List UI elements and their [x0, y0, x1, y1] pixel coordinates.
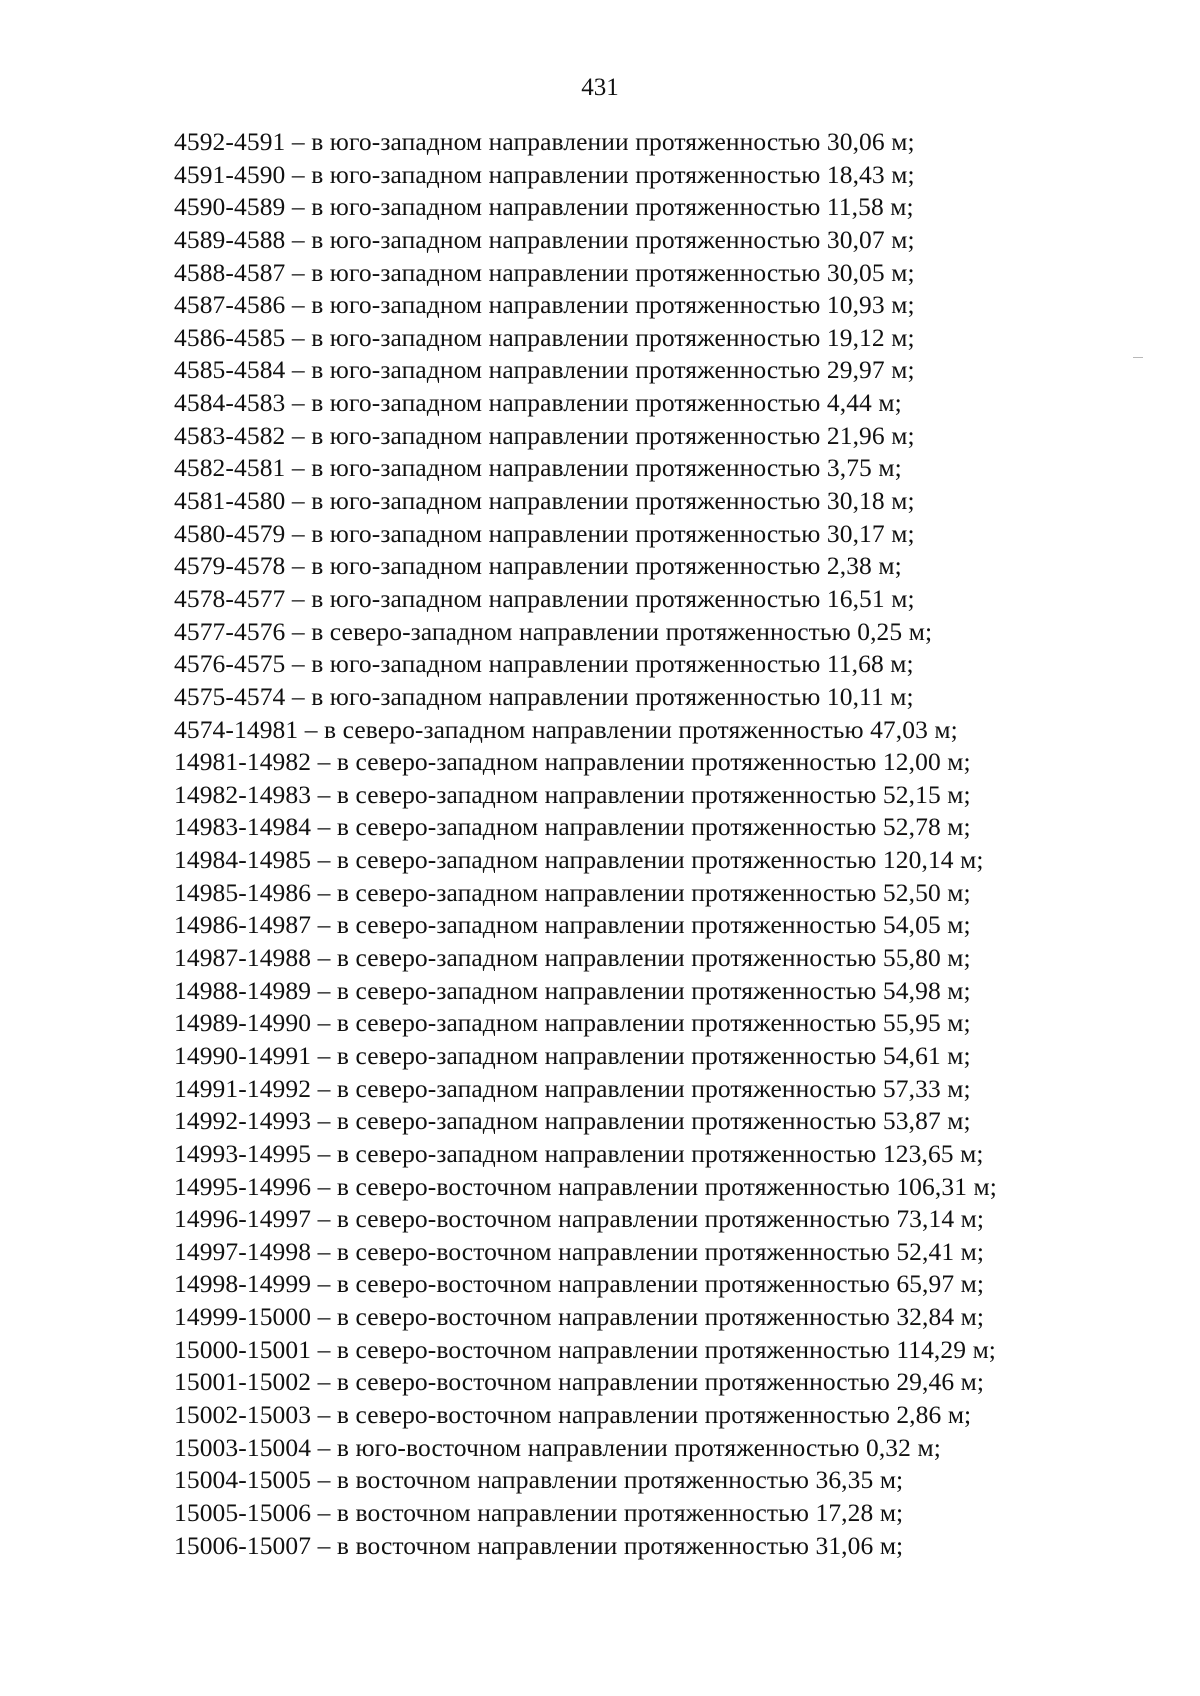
boundary-line: 4574-14981 – в северо-западном направлении протяженностью 47,03 м;	[174, 714, 958, 744]
scan-speck	[1133, 357, 1143, 358]
boundary-line: 4592-4591 – в юго-западном направлении протяженностью 30,06 м;	[174, 127, 915, 156]
boundary-line: 4586-4585 – в юго-западном направлении протяженностью 19,12 м;	[174, 322, 915, 352]
boundary-line: 4582-4581 – в юго-западном направлении протяженностью 3,75 м;	[174, 453, 902, 483]
boundary-line: 14999-15000 – в северо-восточном направлении протяженностью 32,84 м;	[174, 1302, 985, 1332]
boundary-line: 4577-4576 – в северо-западном направлении протяженностью 0,25 м;	[174, 616, 933, 646]
boundary-line: 14997-14998 – в северо-восточном направлении протяженностью 52,41 м;	[174, 1236, 985, 1266]
boundary-description-list	[174, 126, 1174, 1562]
boundary-line: 14984-14985 – в северо-западном направлении протяженностью 120,14 м;	[174, 845, 984, 875]
boundary-line: 15004-15005 – в восточном направлении протяженностью 36,35 м;	[174, 1465, 904, 1495]
boundary-line: 15001-15002 – в северо-восточном направлении протяженностью 29,46 м;	[174, 1367, 985, 1397]
boundary-line: 14983-14984 – в северо-западном направлении протяженностью 52,78 м;	[174, 812, 971, 842]
page-number: 431	[581, 74, 619, 101]
boundary-line: 4579-4578 – в юго-западном направлении протяженностью 2,38 м;	[174, 551, 902, 581]
boundary-line: 14987-14988 – в северо-западном направлении протяженностью 55,80 м;	[174, 943, 971, 973]
boundary-line: 14981-14982 – в северо-западном направлении протяженностью 12,00 м;	[174, 747, 971, 777]
boundary-line: 15000-15001 – в северо-восточном направлении протяженностью 114,29 м;	[174, 1334, 996, 1364]
boundary-line: 15003-15004 – в юго-восточном направлении протяженностью 0,32 м;	[174, 1432, 941, 1462]
boundary-line: 14988-14989 – в северо-западном направлении протяженностью 54,98 м;	[174, 975, 971, 1005]
boundary-line: 14982-14983 – в северо-западном направлении протяженностью 52,15 м;	[174, 779, 971, 809]
boundary-line: 14998-14999 – в северо-восточном направлении протяженностью 65,97 м;	[174, 1269, 985, 1299]
boundary-line: 14986-14987 – в северо-западном направлении протяженностью 54,05 м;	[174, 910, 971, 940]
boundary-line: 4580-4579 – в юго-западном направлении протяженностью 30,17 м;	[174, 518, 915, 548]
boundary-line: 4576-4575 – в юго-западном направлении протяженностью 11,68 м;	[174, 649, 914, 679]
boundary-line: 15006-15007 – в восточном направлении протяженностью 31,06 м;	[174, 1530, 904, 1560]
boundary-line: 4590-4589 – в юго-западном направлении протяженностью 11,58 м;	[174, 192, 914, 222]
boundary-line: 15002-15003 – в северо-восточном направлении протяженностью 2,86 м;	[174, 1399, 972, 1429]
boundary-line: 4588-4587 – в юго-западном направлении протяженностью 30,05 м;	[174, 257, 915, 287]
boundary-line: 14995-14996 – в северо-восточном направлении протяженностью 106,31 м;	[174, 1171, 997, 1201]
boundary-line: 4589-4588 – в юго-западном направлении протяженностью 30,07 м;	[174, 224, 915, 254]
boundary-line: 14996-14997 – в северо-восточном направлении протяженностью 73,14 м;	[174, 1204, 985, 1234]
boundary-line: 14993-14995 – в северо-западном направлении протяженностью 123,65 м;	[174, 1138, 984, 1168]
boundary-line: 14989-14990 – в северо-западном направлении протяженностью 55,95 м;	[174, 1008, 971, 1038]
boundary-line: 4587-4586 – в юго-западном направлении протяженностью 10,93 м;	[174, 290, 915, 320]
boundary-line: 4591-4590 – в юго-западном направлении протяженностью 18,43 м;	[174, 159, 915, 189]
boundary-line: 4578-4577 – в юго-западном направлении протяженностью 16,51 м;	[174, 583, 915, 613]
boundary-line: 4584-4583 – в юго-западном направлении протяженностью 4,44 м;	[174, 388, 902, 418]
boundary-line: 4575-4574 – в юго-западном направлении протяженностью 10,11 м;	[174, 681, 914, 711]
boundary-line: 15005-15006 – в восточном направлении протяженностью 17,28 м;	[174, 1497, 904, 1527]
boundary-line: 4585-4584 – в юго-западном направлении протяженностью 29,97 м;	[174, 355, 915, 385]
boundary-line: 14991-14992 – в северо-западном направлении протяженностью 57,33 м;	[174, 1073, 971, 1103]
boundary-line: 14990-14991 – в северо-западном направлении протяженностью 54,61 м;	[174, 1040, 971, 1070]
boundary-line: 4581-4580 – в юго-западном направлении протяженностью 30,18 м;	[174, 486, 915, 516]
boundary-line: 4583-4582 – в юго-западном направлении протяженностью 21,96 м;	[174, 420, 915, 450]
boundary-line: 14992-14993 – в северо-западном направлении протяженностью 53,87 м;	[174, 1106, 971, 1136]
boundary-line: 14985-14986 – в северо-западном направлении протяженностью 52,50 м;	[174, 877, 971, 907]
